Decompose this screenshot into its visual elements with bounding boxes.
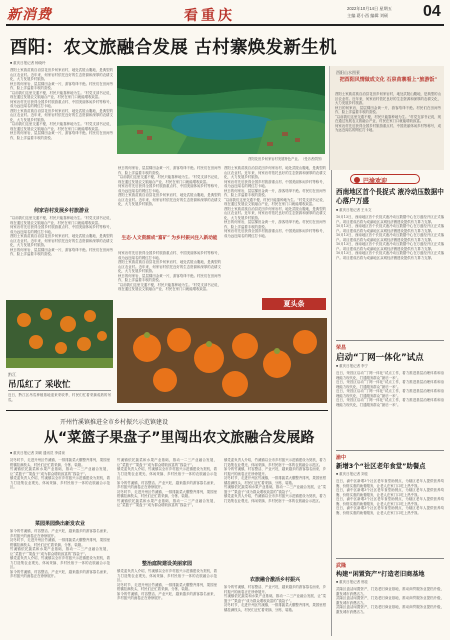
ad-body: 酉阳土家族苗族自治县花田乡何家岩村，地处武陵山腹地，是典型的山区农业村。近年来，何家岩村依托良好的生态资源和深厚的农耕文化，大力发展乡村旅游。 秋日的何家岩，层层梯田金黄一片，游客络绎不绝。村民们在田间劳作，脸上洋溢着丰收的喜悦。 “以前我们这里交通不便，村民只能靠种地为生。”村党支部书记说，现在通过发展农文旅融合产业，村民在家门口就能增收致富。 何家岩村先后获得全国乡村旅游重点村、中国美丽休闲乡村等称号，成为远近闻名的网红打卡地。 [335, 92, 441, 132]
right-mid-byline: ■ 重庆日报记者 李宁 [336, 364, 369, 368]
promo-tag-label: 夏头条 [283, 300, 305, 308]
promo-tag [262, 298, 326, 310]
middle-col-2: 竹溪镇依托蔬菜和水果产业基础，推动一二三产业融合发展，让“菜篮子”“果盘子”成为群众增收致富的“钱袋子”。 镇党委负责人介绍，竹溪镇以全市乡村振兴示范镇建设为契机，着力打造集农业观光、休闲采摘、乡村民宿于一体的农旅融合示范区。 如今的竹溪镇，村容整洁、产业兴旺，越来越多的游客慕名而来，乡村振兴的画卷正在徐徐展开。 初冬时节，走进开州区竹溪镇，一排排蔬菜大棚整齐排列，果园里柑橘挂满枝头，村民们正忙着采摘、分拣、装箱。 竹溪镇依托蔬菜和水果产业基础，推动一二三产业融合发展，让“菜篮子”“果盘子”成为群众增收致富的“钱袋子”。 [117, 458, 217, 507]
page-number: 04 [423, 3, 441, 20]
middle-top-rule [6, 410, 328, 411]
right-top-byline: ■ 重庆日报记者 王永文 [336, 208, 372, 212]
middle-byline: ■ 重庆日报记者 刘硕 通讯员 李清泉 [10, 451, 66, 455]
lead-subhead-2: 生态·人文资源成“富矿” 为乡村振兴注入新动能 [121, 236, 218, 241]
sidebar-photo [6, 300, 113, 368]
right-bottom-body: 近日，渝中区新增3个社区老年食堂助餐点，为辖区老年人提供营养均衡、价格实惠的助餐服务，让老人在家门口吃上热乎饭。 近日，渝中区新增3个社区老年食堂助餐点，为辖区老年人提供营养均衡、价格实惠的助餐服务，让老人在家门口吃上热乎饭。 近日，渝中区新增3个社区老年食堂助餐点，为辖区老年人提供营养均衡、价格实惠的助餐服务，让老人在家门口吃上热乎饭。 近日，渝中区新增3个社区老年食堂助餐点，为辖区老年人提供营养均衡、价格实惠的助餐服务，让老人在家门口吃上热乎饭。 [336, 479, 444, 515]
village-landscape-image [117, 66, 325, 154]
middle-col-1: 初冬时节，走进开州区竹溪镇，一排排蔬菜大棚整齐排列，果园里柑橘挂满枝头，村民们正忙着采摘、分拣、装箱。 竹溪镇依托蔬菜和水果产业基础，推动一二三产业融合发展，让“菜篮子”“果盘子”成为群众增收致富的“钱袋子”。 镇党委负责人介绍，竹溪镇以全市乡村振兴示范镇建设为契机，着力打造集农业观光、休闲采摘、乡村民宿于一体的农旅融合示范区。 [10, 458, 110, 489]
lead-col-1b: “以前我们这里交通不便，村民只能靠种地为生。”村党支部书记说，现在通过发展农文旅融合产业，村民在家门口就能增收致富。 何家岩村先后获得全国乡村旅游重点村、中国美丽休闲乡村等称号，成为远近闻名的网红打卡地。 酉阳土家族苗族自治县花田乡何家岩村，地处武陵山腹地，是典型的山区农业村。近年来，何家岩村依托良好的生态资源和深厚的农耕文化，大力发展乡村旅游。 秋日的何家岩，层层梯田金黄一片，游客络绎不绝。村民们在田间劳作，脸上洋溢着丰收的喜悦。 [10, 216, 113, 256]
right-top-headline: 西南地区首个長捉式 液冷动压数据中心落户万盛 [336, 188, 444, 205]
right-mid-body: 近日，荣昌区启动“丁网一体化”试点工作，着力推进基层治理体系和治理能力现代化，打通服务群众“最后一米”。 近日，荣昌区启动“丁网一体化”试点工作，着力推进基层治理体系和治理能力现代化，打通服务群众“最后一米”。 近日，荣昌区启动“丁网一体化”试点工作，着力推进基层治理体系和治理能力现代化，打通服务群众“最后一米”。 近日，荣昌区启动“丁网一体化”试点工作，着力推进基层治理体系和治理能力现代化，打通服务群众“最后一米”。 [336, 371, 444, 407]
middle-subhead-1: 菜园果园焕出新发农业 [34, 521, 85, 527]
gourd-harvest-image [6, 300, 113, 368]
lead-byline: ■ 重庆日报记者 杨晓玲 [10, 61, 46, 65]
middle-col-3: 镇党委负责人介绍，竹溪镇以全市乡村振兴示范镇建设为契机，着力打造集农业观光、休闲采摘、乡村民宿于一体的农旅融合示范区。 如今的竹溪镇，村容整洁、产业兴旺，越来越多的游客慕名而来，乡村振兴的画卷正在徐徐展开。 初冬时节，走进开州区竹溪镇，一排排蔬菜大棚整齐排列，果园里柑橘挂满枝头，村民们正忙着采摘、分拣、装箱。 竹溪镇依托蔬菜和水果产业基础，推动一二三产业融合发展，让“菜篮子”“果盘子”成为群众增收致富的“钱袋子”。 镇党委负责人介绍，竹溪镇以全市乡村振兴示范镇建设为契机，着力打造集农业观光、休闲采摘、乡村民宿于一体的农旅融合示范区。 [224, 458, 326, 503]
right-rule-2 [336, 450, 444, 451]
lead-photo [117, 66, 325, 154]
middle-kicker: 开州竹溪镇推进全市乡村振兴示范镇建设 [60, 419, 169, 426]
right-bottom-byline: ■ 重庆日报记者 刘佳 [336, 472, 369, 476]
mid-photo [117, 318, 327, 403]
right-top-logo-text: 巴渝欢迎 [363, 178, 388, 185]
masthead-rule [6, 24, 444, 26]
date-line: 2022年10月14日 星期五 [347, 6, 392, 11]
lead-col-2: 秋日的何家岩，层层梯田金黄一片，游客络绎不绝。村民们在田间劳作，脸上洋溢着丰收的喜悦。 “以前我们这里交通不便，村民只能靠种地为生。”村党支部书记说，现在通过发展农文旅融合产业，村民在家门口就能增收致富。 何家岩村先后获得全国乡村旅游重点村、中国美丽休闲乡村等称号，成为远近闻名的网红打卡地。 酉阳土家族苗族自治县花田乡何家岩村，地处武陵山腹地，是典型的山区农业村。近年来，何家岩村依托良好的生态资源和深厚的农耕文化，大力发展乡村旅游。 [118, 166, 221, 206]
right-rule-1 [336, 340, 444, 341]
persimmon-photo [117, 318, 327, 403]
right-last-byline: ■ 重庆日报记者 邢佳 [336, 580, 369, 584]
ad-subtitle: 把酉阳风情做成文化 石泉苗寨看上“旅游饭” [339, 77, 438, 83]
editor-line: 主编 葛小西 编辑 刘硕 [347, 13, 389, 18]
section-title: 看重庆 [184, 8, 235, 24]
lead-subhead-1: 何家岩村发展乡村旅游业 [33, 208, 89, 214]
ad-title: 酉阳山水图景 [336, 70, 360, 75]
middle-col-3b: 如今的竹溪镇，村容整洁、产业兴旺，越来越多的游客慕名而来，乡村振兴的画卷正在徐徐展开。 竹溪镇依托蔬菜和水果产业基础，推动一二三产业融合发展，让“菜篮子”“果盘子”成为群众增收致富的“钱袋子”。 初冬时节，走进开州区竹溪镇，一排排蔬菜大棚整齐排列，果园里柑橘挂满枝头，村民们正忙着采摘、分拣、装箱。 [224, 585, 326, 612]
right-mid-place: 荣昌 [336, 345, 347, 351]
sidebar-title: 吊瓜红了 采收忙 [8, 380, 71, 390]
right-rule-3 [336, 558, 444, 559]
right-mid-headline: 启动“丁网一体化”试点 [336, 353, 424, 363]
middle-col-2b: 镇党委负责人介绍，竹溪镇以全市乡村振兴示范镇建设为契机，着力打造集农业观光、休闲采摘、乡村民宿于一体的农旅融合示范区。 初冬时节，走进开州区竹溪镇，一排排蔬菜大棚整齐排列，果园里柑橘挂满枝头，村民们正忙着采摘、分拣、装箱。 如今的竹溪镇，村容整洁、产业兴旺，越来越多的游客慕名而来，乡村振兴的画卷正在徐徐展开。 [117, 569, 217, 600]
right-column-divider [331, 170, 332, 636]
sidebar-body: 近日，黔江区吊瓜种植基地迎来采收季，村民们忙着采摘成熟的吊瓜。 [8, 393, 111, 402]
newspaper-logo: 新消费 [7, 7, 52, 23]
right-top-logo-icon [354, 177, 360, 183]
sidebar-rule [8, 390, 111, 391]
sidebar-place: 黔江 [8, 372, 17, 377]
right-top-logo [350, 174, 420, 184]
lead-col-1: 酉阳土家族苗族自治县花田乡何家岩村，地处武陵山腹地，是典型的山区农业村。近年来，何家岩村依托良好的生态资源和深厚的农耕文化，大力发展乡村旅游。 秋日的何家岩，层层梯田金黄一片，游客络绎不绝。村民们在田间劳作，脸上洋溢着丰收的喜悦。 “以前我们这里交通不便，村民只能靠种地为生。”村党支部书记说，现在通过发展农文旅融合产业，村民在家门口就能增收致富。 何家岩村先后获得全国乡村旅游重点村、中国美丽休闲乡村等称号，成为远近闻名的网红打卡地。 酉阳土家族苗族自治县花田乡何家岩村，地处武陵山腹地，是典型的山区农业村。近年来，何家岩村依托良好的生态资源和深厚的农耕文化，大力发展乡村旅游。 “以前我们这里交通不便，村民只能靠种地为生。”村党支部书记说，现在通过发展农文旅融合产业，村民在家门口就能增收致富。 秋日的何家岩，层层梯田金黄一片，游客络绎不绝。村民们在田间劳作，脸上洋溢着丰收的喜悦。 [10, 68, 113, 140]
masthead [0, 0, 450, 26]
right-top-body: 10月13日，西南地区首个长捉式液冷动压数据中心在万盛经开区正式落户。项目建成后将为成渝地区双城经济圈建设提供有力算力支撑。 10月13日，西南地区首个长捉式液冷动压数据中心在万盛经开区正式落户。项目建成后将为成渝地区双城经济圈建设提供有力算力支撑。 10月13日，西南地区首个长捉式液冷动压数据中心在万盛经开区正式落户。项目建成后将为成渝地区双城经济圈建设提供有力算力支撑。 10月13日，西南地区首个长捉式液冷动压数据中心在万盛经开区正式落户。项目建成后将为成渝地区双城经济圈建设提供有力算力支撑。 10月13日，西南地区首个长捉式液冷动压数据中心在万盛经开区正式落户。项目建成后将为成渝地区双城经济圈建设提供有力算力支撑。 [336, 215, 444, 260]
right-last-place: 武隆 [336, 563, 347, 569]
right-bottom-place: 渝中 [336, 455, 347, 461]
right-last-headline: 构建“闲置资产”打造老旧商基地 [336, 571, 425, 578]
right-bottom-headline: 新增3个“社区老年食堂”助餐点 [336, 462, 426, 470]
lead-col-2b: 何家岩村先后获得全国乡村旅游重点村、中国美丽休闲乡村等称号，成为远近闻名的网红打卡地。 酉阳土家族苗族自治县花田乡何家岩村，地处武陵山腹地，是典型的山区农业村。近年来，何家岩村依托良好的生态资源和深厚的农耕文化，大力发展乡村旅游。 秋日的何家岩，层层梯田金黄一片，游客络绎不绝。村民们在田间劳作，脸上洋溢着丰收的喜悦。 “以前我们这里交通不便，村民只能靠种地为生。”村党支部书记说，现在通过发展农文旅融合产业，村民在家门口就能增收致富。 [118, 251, 221, 291]
middle-headline: 从“菜篮子果盘子”里闯出农文旅融合发展路 [44, 430, 315, 446]
middle-col-1b: 如今的竹溪镇，村容整洁、产业兴旺，越来越多的游客慕名而来，乡村振兴的画卷正在徐徐展开。 初冬时节，走进开州区竹溪镇，一排排蔬菜大棚整齐排列，果园里柑橘挂满枝头，村民们正忙着采摘、分拣、装箱。 竹溪镇依托蔬菜和水果产业基础，推动一二三产业融合发展，让“菜篮子”“果盘子”成为群众增收致富的“钱袋子”。 镇党委负责人介绍，竹溪镇以全市乡村振兴示范镇建设为契机，着力打造集农业观光、休闲采摘、乡村民宿于一体的农旅融合示范区。 如今的竹溪镇，村容整洁、产业兴旺，越来越多的游客慕名而来，乡村振兴的画卷正在徐徐展开。 [10, 529, 110, 578]
lead-col-3: 酉阳土家族苗族自治县花田乡何家岩村，地处武陵山腹地，是典型的山区农业村。近年来，何家岩村依托良好的生态资源和深厚的农耕文化，大力发展乡村旅游。 何家岩村先后获得全国乡村旅游重点村、中国美丽休闲乡村等称号，成为远近闻名的网红打卡地。 秋日的何家岩，层层梯田金黄一片，游客络绎不绝。村民们在田间劳作，脸上洋溢着丰收的喜悦。 “以前我们这里交通不便，村民只能靠种地为生。”村党支部书记说，现在通过发展农文旅融合产业，村民在家门口就能增收致富。 酉阳土家族苗族自治县花田乡何家岩村，地处武陵山腹地，是典型的山区农业村。近年来，何家岩村依托良好的生态资源和深厚的农耕文化，大力发展乡村旅游。 秋日的何家岩，层层梯田金黄一片，游客络绎不绝。村民们在田间劳作，脸上洋溢着丰收的喜悦。 何家岩村先后获得全国乡村旅游重点村、中国美丽休闲乡村等称号，成为远近闻名的网红打卡地。 [224, 166, 326, 238]
ad-banner [329, 66, 444, 170]
lead-headline: 酉阳：农文旅融合发展 古村寨焕发新生机 [10, 38, 337, 58]
middle-subhead-2: 整治庭院建设美丽家园 [141, 561, 192, 567]
lead-photo-caption: 酉阳花田乡何家岩村发展特色产业。（受访者供图） [248, 157, 324, 161]
middle-subhead-3: 农旅融合激活乡村振兴 [249, 577, 300, 583]
right-last-body: 武隆区盘活闲置资产，打造老旧商业基地，推动商贸服务业提档升级，激发城市消费活力。 武隆区盘活闲置资产，打造老旧商业基地，推动商贸服务业提档升级，激发城市消费活力。 武隆区盘活闲置资产，打造老旧商业基地，推动商贸服务业提档升级，激发城市消费活力。 [336, 587, 444, 614]
